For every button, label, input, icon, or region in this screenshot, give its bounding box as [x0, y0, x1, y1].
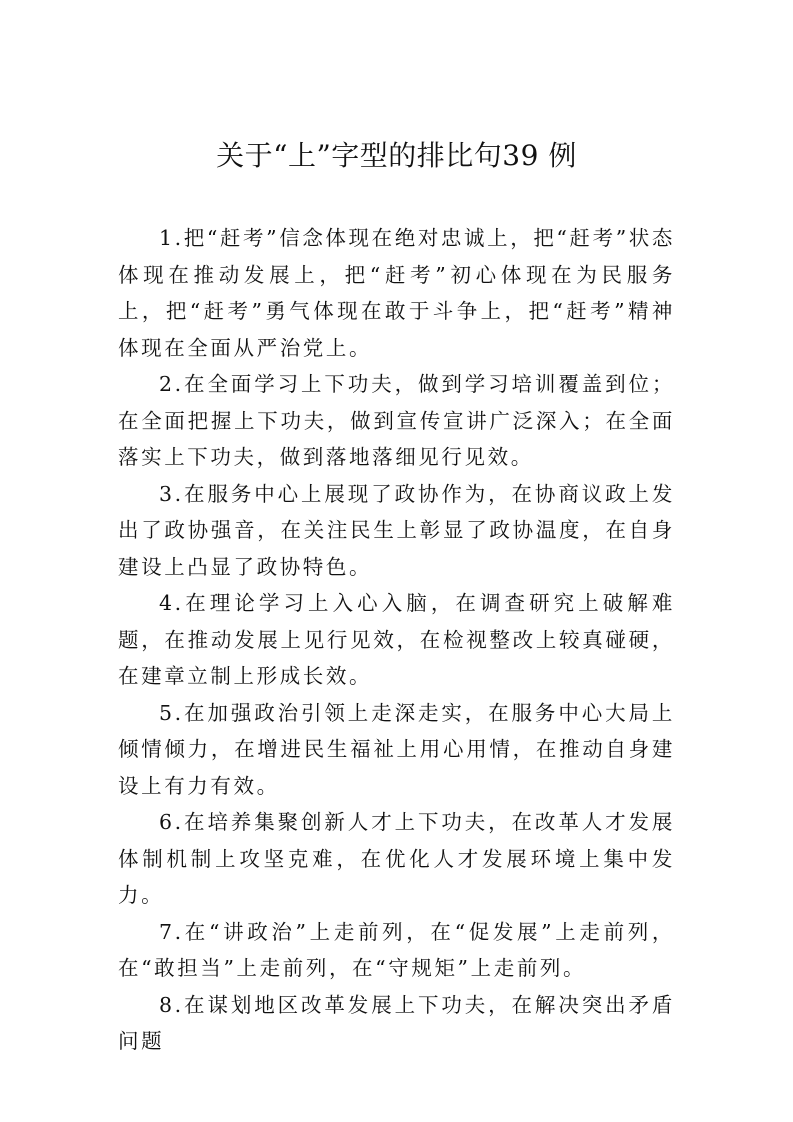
paragraph-1: 1.把“赶考”信念体现在绝对忠诚上，把“赶考”状态体现在推动发展上，把“赶考”初心体现在为民服务上，把“赶考”勇气体现在敢于斗争上，把“赶考”精神体现在全面从严治党上。	[118, 226, 675, 360]
document-title: 关于“上”字型的排比句39 例	[216, 139, 577, 172]
document-body	[118, 220, 675, 1060]
paragraph-2: 2.在全面学习上下功夫，做到学习培训覆盖到位；在全面把握上下功夫，做到宣传宣讲广泛深入；在全面落实上下功夫，做到落地落细见行见效。	[118, 372, 675, 469]
paragraph-6: 6.在培养集聚创新人才上下功夫，在改革人才发展体制机制上攻坚克难，在优化人才发展环境上集中发力。	[118, 810, 675, 907]
paragraph-8: 8.在谋划地区改革发展上下功夫，在解决突出矛盾问题	[118, 992, 675, 1053]
paragraph-3: 3.在服务中心上展现了政协作为，在协商议政上发出了政协强音，在关注民生上彰显了政协温度，在自身建设上凸显了政协特色。	[118, 481, 675, 579]
paragraph-4: 4.在理论学习上入心入脑，在调查研究上破解难题，在推动发展上见行见效，在检视整改上较真碰硬，在建章立制上形成长效。	[118, 591, 675, 688]
paragraph-7: 7.在“讲政治”上走前列，在“促发展”上走前列，在“敢担当”上走前列，在“守规矩”上走前列。	[118, 919, 675, 980]
paragraph-5: 5.在加强政治引领上走深走实，在服务中心大局上倾情倾力，在增进民生福祉上用心用情，在推动自身建设上有力有效。	[118, 700, 675, 798]
